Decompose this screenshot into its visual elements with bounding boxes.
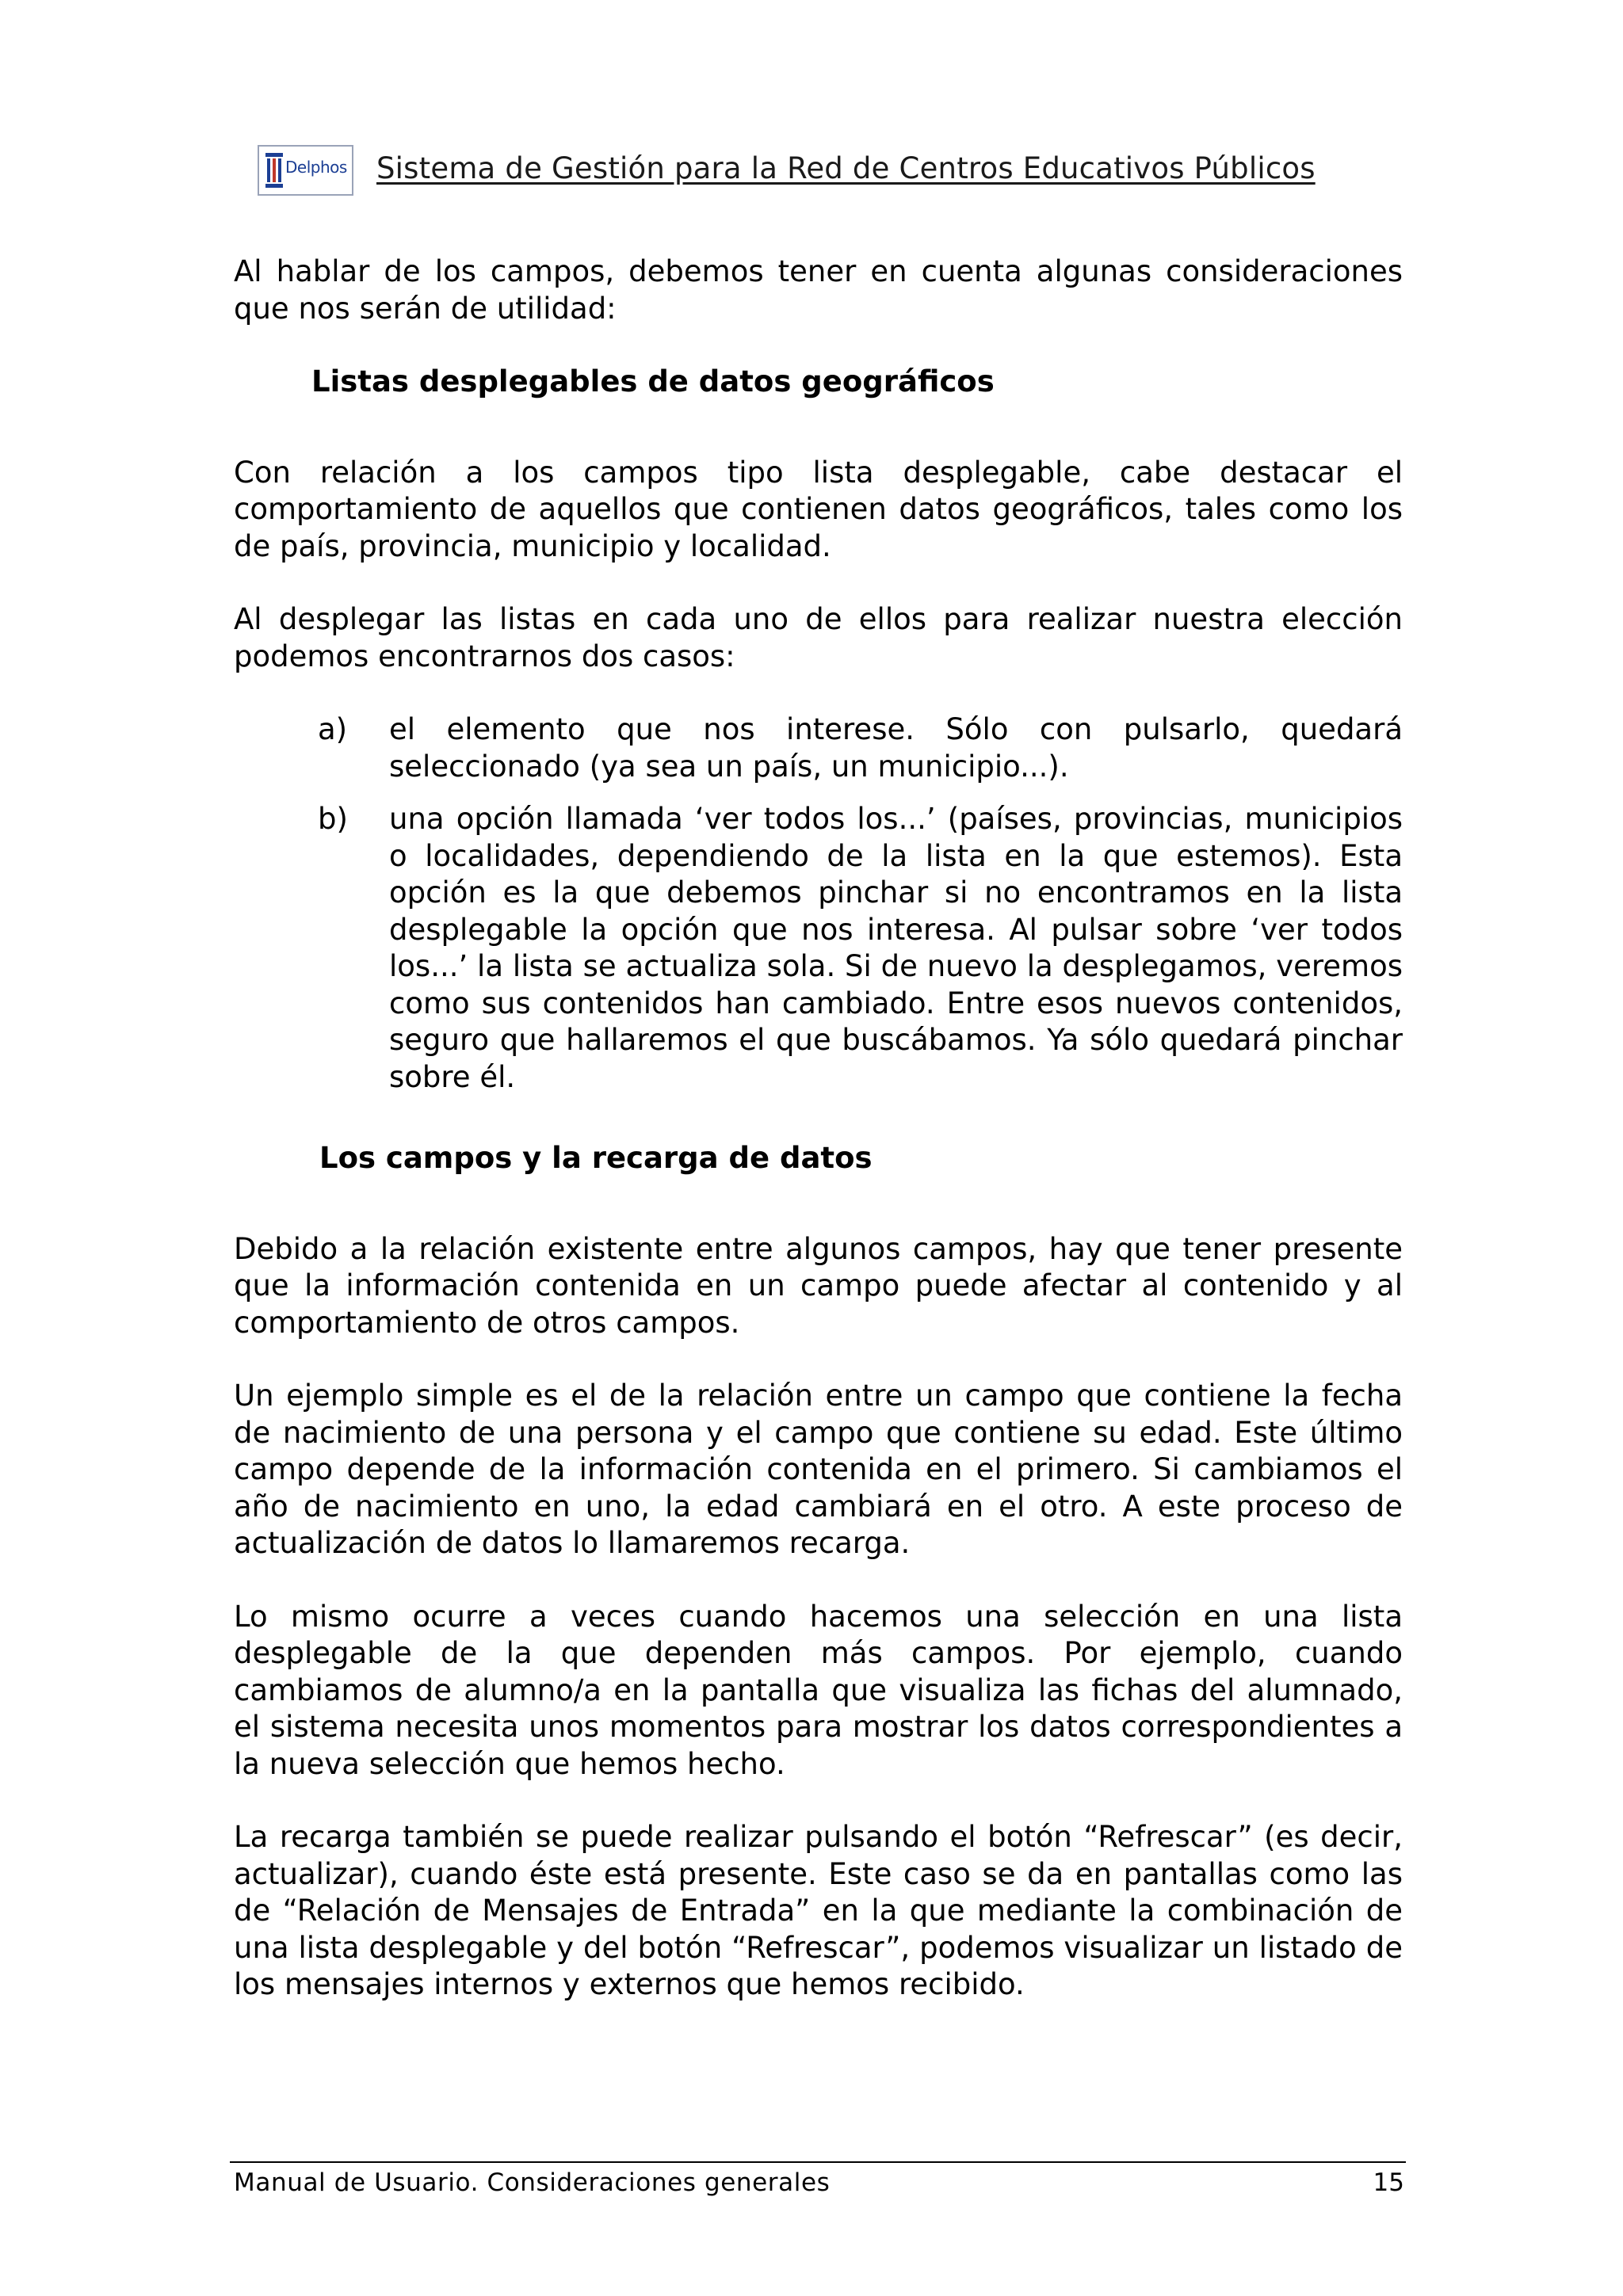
footer-divider bbox=[230, 2161, 1406, 2163]
list-item-text: el elemento que nos interese. Sólo con pulsarlo, quedará seleccionado (ya sea un país, un municipio...). bbox=[389, 712, 1403, 784]
paragraph: Un ejemplo simple es el de la relación entre un campo que contiene la fecha de nacimiento de una persona y el campo que contiene su edad. Este último campo depende de la información contenida en el primero. Si cambiamos el año de nacimiento en uno, la edad cambiará en el otro. A este proceso de actualización de datos lo llamaremos recarga. bbox=[234, 1379, 1403, 1560]
list-marker: b) bbox=[318, 802, 348, 836]
paragraph: La recarga también se puede realizar pulsando el botón “Refrescar” (es decir, actualizar), cuando éste está presente. Este caso se da en pantallas como las de “Relación de Mensajes de Entrada” en la que mediante la combinación de una lista desplegable y del botón “Refrescar”, podemos visualizar un listado de los mensajes internos y externos que hemos recibido. bbox=[234, 1820, 1403, 2001]
paragraph: Lo mismo ocurre a veces cuando hacemos una selección en una lista desplegable de la que dependen más campos. Por ejemplo, cuando cambiamos de alumno/a en la pantalla que visualiza las fichas del alumnado, el sistema necesita unos momentos para mostrar los datos correspondientes a la nueva selección que hemos hecho. bbox=[234, 1599, 1403, 1781]
page-content bbox=[234, 254, 1403, 2004]
intro-paragraph: Al hablar de los campos, debemos tener en cuenta algunas consideraciones que nos serán de utilidad: bbox=[234, 254, 1403, 326]
paragraph: Con relación a los campos tipo lista desplegable, cabe destacar el comportamiento de aquellos que contienen datos geográficos, tales como los de país, provincia, municipio y localidad. bbox=[234, 455, 1403, 563]
paragraph: Al desplegar las listas en cada uno de ellos para realizar nuestra elección podemos encontrarnos dos casos: bbox=[234, 602, 1403, 673]
list-item bbox=[234, 801, 1403, 1096]
page-number: 15 bbox=[1373, 2168, 1404, 2197]
page-header bbox=[258, 145, 1407, 199]
list-item-text: una opción llamada ‘ver todos los...’ (países, provincias, municipios o localidades, dependiendo de la lista en la que estemos). Esta opción es la que debemos pinchar si no encontramos en la lista desplegable la opción que nos interesa. Al pulsar sobre ‘ver todos los...’ la lista se actualiza sola. Si de nuevo la desplegamos, veremos como sus contenidos han cambiado. Entre esos nuevos contenidos, seguro que hallaremos el que buscábamos. Ya sólo quedará pinchar sobre él. bbox=[389, 802, 1403, 1094]
section-heading-geographic-lists: Listas desplegables de datos geográficos bbox=[311, 364, 995, 399]
paragraph: Debido a la relación existente entre algunos campos, hay que tener presente que la información contenida en un campo puede afectar al contenido y al comportamiento de otros campos. bbox=[234, 1231, 1403, 1340]
footer-title: Manual de Usuario. Consideraciones generales bbox=[234, 2168, 831, 2197]
section-heading-reload: Los campos y la recarga de datos bbox=[319, 1141, 873, 1175]
logo-text: Delphos bbox=[285, 158, 347, 177]
delphos-logo bbox=[258, 145, 353, 196]
columns-icon bbox=[265, 153, 283, 188]
list-item bbox=[234, 711, 1403, 785]
header-title: Sistema de Gestión para la Red de Centros Educativos Públicos bbox=[376, 151, 1316, 185]
list-marker: a) bbox=[318, 712, 348, 746]
